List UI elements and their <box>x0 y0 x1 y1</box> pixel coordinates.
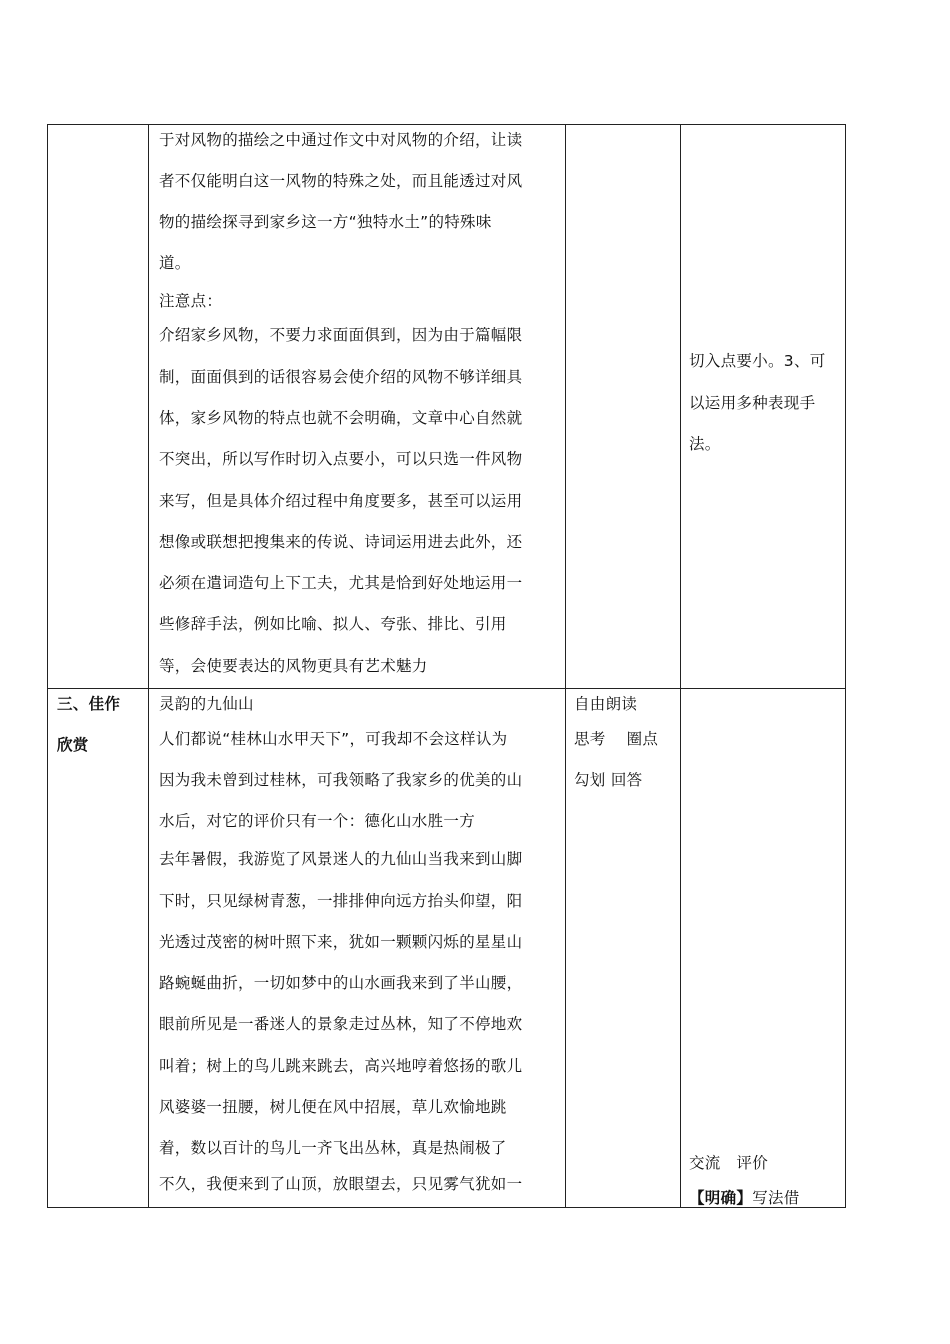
text-line: 水后，对它的评价只有一个：德化山水胜一方 <box>159 812 476 830</box>
text-line: 想像或联想把搜集来的传说、诗词运用进去此外，还 <box>159 533 523 551</box>
text-line: 介绍家乡风物，不要力求面面俱到，因为由于篇幅限 <box>159 326 523 344</box>
text-line: 注意点： <box>159 292 223 310</box>
text-line: 体，家乡风物的特点也就不会明确，文章中心自然就 <box>159 409 523 427</box>
text-line: 叫着；树上的鸟儿跳来跳去，高兴地哼着悠扬的歌儿 <box>159 1057 523 1075</box>
text-line: 必须在遣词造句上下工夫，尤其是恰到好处地运用一 <box>159 574 523 592</box>
text-line: 道。 <box>159 254 191 272</box>
row1-notes-cell <box>689 125 839 688</box>
text-line: 因为我未曾到过桂林，可我领略了我家乡的优美的山 <box>159 771 523 789</box>
text-line: 切入点要小。3、可 <box>689 352 826 370</box>
column-divider-2 <box>565 125 566 1207</box>
row-divider <box>48 688 845 689</box>
text-line: 交流 评价 <box>689 1154 769 1172</box>
text-line: 人们都说“桂林山水甲天下”，可我却不会这样认为 <box>159 730 508 748</box>
text-line: 来写，但是具体介绍过程中角度要多，甚至可以运用 <box>159 492 523 510</box>
text-line: 以运用多种表现手 <box>689 394 816 412</box>
column-divider-1 <box>148 125 149 1207</box>
text-line: 法。 <box>689 435 721 453</box>
text-line: 光透过茂密的树叶照下来，犹如一颗颗闪烁的星星山 <box>159 933 523 951</box>
text-line: 路蜿蜒曲折，一切如梦中的山水画我来到了半山腰， <box>159 974 523 992</box>
essay-title: 灵韵的九仙山 <box>159 695 254 713</box>
row1-content-cell <box>159 125 559 688</box>
section-title-line: 欣赏 <box>57 736 89 754</box>
text-line: 等，会使要表达的风物更具有艺术魅力 <box>159 657 428 675</box>
lesson-table <box>47 124 846 1208</box>
text-line: 不久，我便来到了山顶，放眼望去，只见雾气犹如一 <box>159 1175 523 1193</box>
text-line: 眼前所见是一番迷人的景象走过丛林，知了不停地欢 <box>159 1015 523 1033</box>
text-line: 下时，只见绿树青葱，一排排伸向远方抬头仰望，阳 <box>159 892 523 910</box>
text-line: 不突出，所以写作时切入点要小，可以只选一件风物 <box>159 450 523 468</box>
text-fragment: 写法借 <box>752 1189 800 1207</box>
text-line: 思考 圈点 <box>574 730 659 748</box>
text-line: 着，数以百计的鸟儿一齐飞出丛林，真是热闹极了 <box>159 1139 507 1157</box>
text-line: 制，面面俱到的话很容易会使介绍的风物不够详细具 <box>159 368 523 386</box>
text-line: 者不仅能明白这一风物的特殊之处，而且能透过对风 <box>159 172 523 190</box>
text-line: 于对风物的描绘之中通过作文中对风物的介绍，让读 <box>159 131 523 149</box>
text-line: 去年暑假，我游览了风景迷人的九仙山当我来到山脚 <box>159 850 523 868</box>
text-line: 自由朗读 <box>574 695 638 713</box>
emphasis-label: 【明确】 <box>689 1189 753 1207</box>
column-divider-3 <box>680 125 681 1207</box>
text-line: 物的描绘探寻到家乡这一方“独特水土”的特殊味 <box>159 213 492 231</box>
text-line <box>689 1186 800 1208</box>
text-line: 风婆婆一扭腰，树儿便在风中招展，草儿欢愉地跳 <box>159 1098 507 1116</box>
text-line: 勾划 回答 <box>574 771 643 789</box>
section-title-line: 三、佳作 <box>57 695 121 713</box>
text-line: 些修辞手法，例如比喻、拟人、夸张、排比、引用 <box>159 615 507 633</box>
